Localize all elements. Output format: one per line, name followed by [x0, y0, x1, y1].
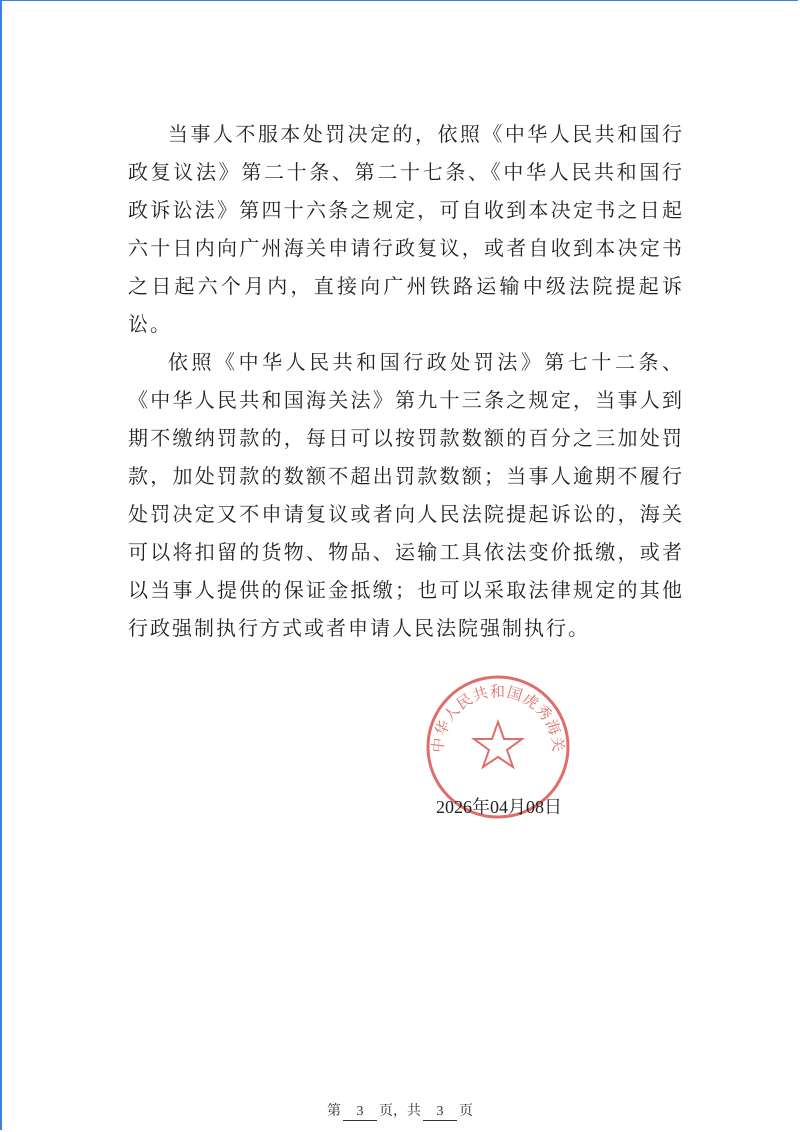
- footer-suffix: 页: [459, 1103, 473, 1119]
- svg-text:中华人民共和国虎秀海关: 中华人民共和国虎秀海关: [428, 682, 568, 754]
- footer-prefix: 第: [327, 1103, 341, 1119]
- document-body: [128, 115, 684, 647]
- document-date: 2026年04月08日: [436, 797, 562, 817]
- paragraph-appeal-rights: 当事人不服本处罚决定的，依照《中华人民共和国行政复议法》第二十条、第二十七条、《中华人民共和国行政诉讼法》第四十六条之规定，可自收到本决定书之日起六十日内向广州海关申请行政复议，或者自收到本决定书之日起六个月内，直接向广州铁路运输中级法院提起诉讼。: [128, 122, 684, 336]
- current-page-number: 3: [343, 1104, 377, 1121]
- seal-star-icon: [474, 722, 522, 767]
- footer-middle: 页，共: [379, 1103, 421, 1119]
- total-pages-number: 3: [423, 1104, 457, 1121]
- paragraph-enforcement: 依照《中华人民共和国行政处罚法》第七十二条、《中华人民共和国海关法》第九十三条之规定，当事人到期不缴纳罚款的，每日可以按罚款数额的百分之三加处罚款，加处罚款的数额不超出罚款数额；当事人逾期不履行处罚决定又不申请复议或者向人民法院提起诉讼的，海关可以将扣留的货物、物品、运输工具依法变价抵缴，或者以当事人提供的保证金抵缴；也可以采取法律规定的其他行政强制执行方式或者申请人民法院强制执行。: [128, 350, 684, 640]
- page-footer: [0, 1100, 800, 1121]
